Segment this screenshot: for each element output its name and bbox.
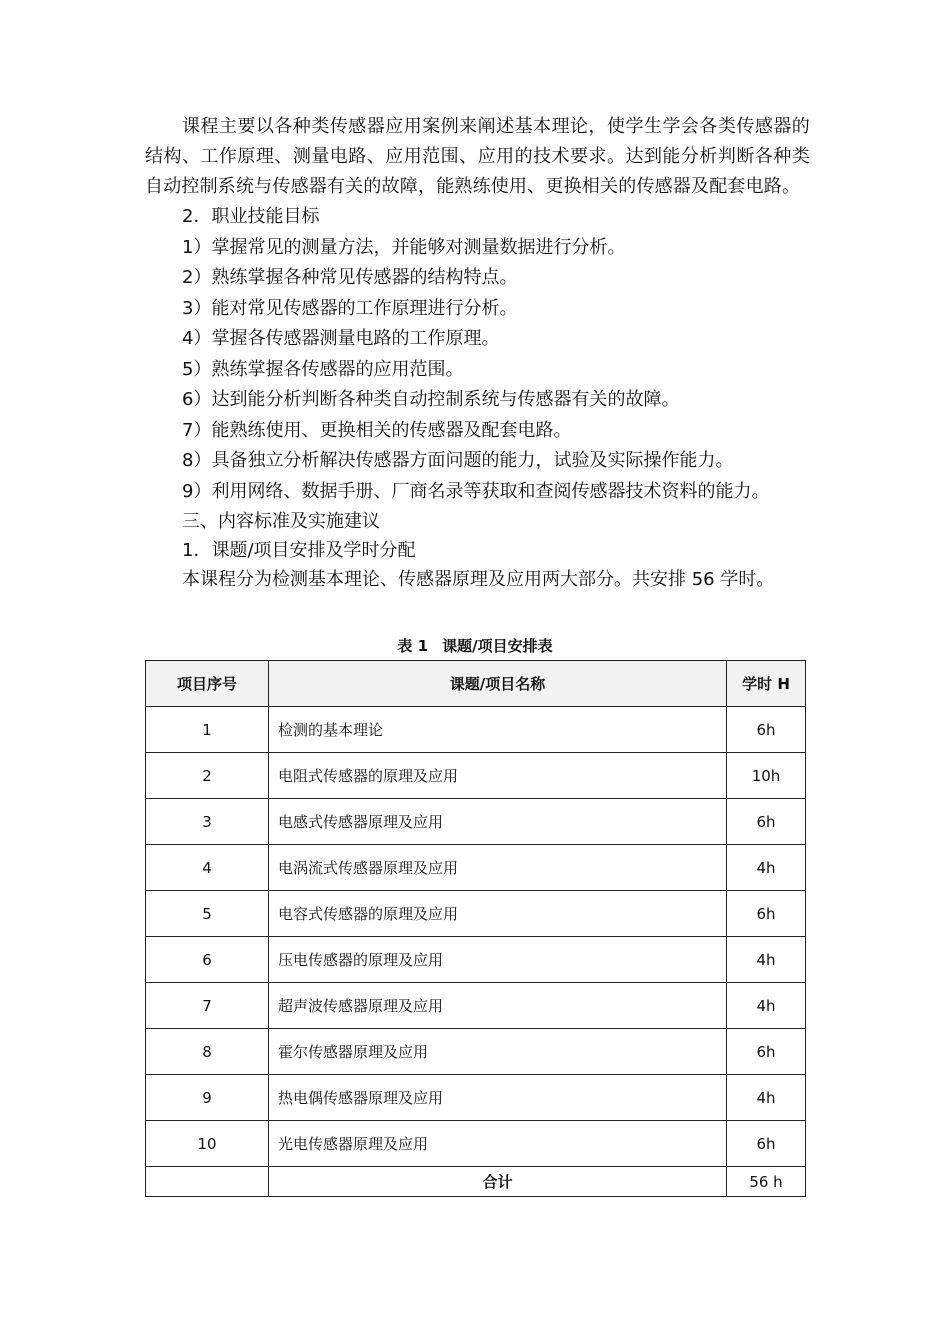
table-row — [146, 937, 806, 983]
body-text — [145, 112, 810, 594]
header-name: 课题/项目名称 — [269, 661, 727, 707]
cell-hours: 4h — [727, 983, 806, 1029]
cell-name: 电感式传感器原理及应用 — [269, 799, 727, 845]
table-caption — [145, 633, 805, 659]
cell-name: 电容式传感器的原理及应用 — [269, 891, 727, 937]
table-row — [146, 1029, 806, 1075]
cell-name: 光电传感器原理及应用 — [269, 1121, 727, 1167]
subsection-heading: 1．课题/项目安排及学时分配 — [182, 540, 416, 561]
cell-index: 4 — [146, 845, 269, 891]
cell-index: 10 — [146, 1121, 269, 1167]
table-row — [146, 799, 806, 845]
cell-name: 压电传感器的原理及应用 — [269, 937, 727, 983]
table-row — [146, 1121, 806, 1167]
summary-line: 本课程分为检测基本理论、传感器原理及应用两大部分。共安排 56 学时。 — [182, 569, 775, 590]
cell-name: 电阻式传感器的原理及应用 — [269, 753, 727, 799]
table-row — [146, 845, 806, 891]
skill-item: 1）掌握常见的测量方法，并能够对测量数据进行分析。 — [182, 236, 626, 258]
cell-index: 6 — [146, 937, 269, 983]
cell-hours: 4h — [727, 937, 806, 983]
cell-hours: 4h — [727, 845, 806, 891]
total-value: 56 h — [727, 1167, 806, 1197]
cell-name: 检测的基本理论 — [269, 707, 727, 753]
table-row — [146, 753, 806, 799]
cell-hours: 6h — [727, 707, 806, 753]
cell-hours: 6h — [727, 891, 806, 937]
cell-index: 8 — [146, 1029, 269, 1075]
header-index: 项目序号 — [146, 661, 269, 707]
cell-name: 霍尔传感器原理及应用 — [269, 1029, 727, 1075]
section3-heading: 三、内容标准及实施建议 — [182, 511, 380, 532]
table-header-row — [146, 661, 806, 707]
table-row — [146, 983, 806, 1029]
skill-item: 3）能对常见传感器的工作原理进行分析。 — [182, 297, 518, 319]
cell-index: 7 — [146, 983, 269, 1029]
cell-name: 电涡流式传感器原理及应用 — [269, 845, 727, 891]
total-empty-cell — [146, 1167, 269, 1197]
table-caption-title: 课题/项目安排表 — [442, 637, 553, 655]
cell-hours: 6h — [727, 1121, 806, 1167]
cell-index: 3 — [146, 799, 269, 845]
skill-item: 6）达到能分析判断各种类自动控制系统与传感器有关的故障。 — [182, 389, 680, 410]
skill-item: 5）熟练掌握各传感器的应用范围。 — [182, 358, 464, 380]
skill-item: 9）利用网络、数据手册、厂商名录等获取和查阅传感器技术资料的能力。 — [182, 480, 770, 502]
skill-item: 7）能熟练使用、更换相关的传感器及配套电路。 — [182, 419, 572, 441]
skill-item: 4）掌握各传感器测量电路的工作原理。 — [182, 328, 500, 349]
table-row — [146, 891, 806, 937]
skill-item: 2）熟练掌握各种常见传感器的结构特点。 — [182, 267, 518, 288]
cell-name: 热电偶传感器原理及应用 — [269, 1075, 727, 1121]
table-caption-number: 表 1 — [397, 637, 429, 655]
table-total-row — [146, 1167, 806, 1197]
cell-name: 超声波传感器原理及应用 — [269, 983, 727, 1029]
cell-hours: 6h — [727, 1029, 806, 1075]
table-row — [146, 1075, 806, 1121]
cell-hours: 4h — [727, 1075, 806, 1121]
skill-item: 8）具备独立分析解决传感器方面问题的能力，试验及实际操作能力。 — [182, 450, 734, 471]
total-label: 合计 — [269, 1167, 727, 1197]
table-row — [146, 707, 806, 753]
skills-heading: 2．职业技能目标 — [182, 206, 320, 227]
cell-index: 9 — [146, 1075, 269, 1121]
intro-paragraph: 课程主要以各种类传感器应用案例来阐述基本理论，使学生学会各类传感器的结构、工作原理、测量电路、应用范围、应用的技术要求。达到能分析判断各种类自动控制系统与传感器有关的故障，能熟练使用、更换相关的传感器及配套电路。 — [145, 116, 810, 197]
cell-hours: 10h — [727, 753, 806, 799]
cell-index: 5 — [146, 891, 269, 937]
header-hours: 学时 H — [727, 661, 806, 707]
cell-hours: 6h — [727, 799, 806, 845]
cell-index: 2 — [146, 753, 269, 799]
cell-index: 1 — [146, 707, 269, 753]
schedule-table — [145, 660, 806, 1197]
